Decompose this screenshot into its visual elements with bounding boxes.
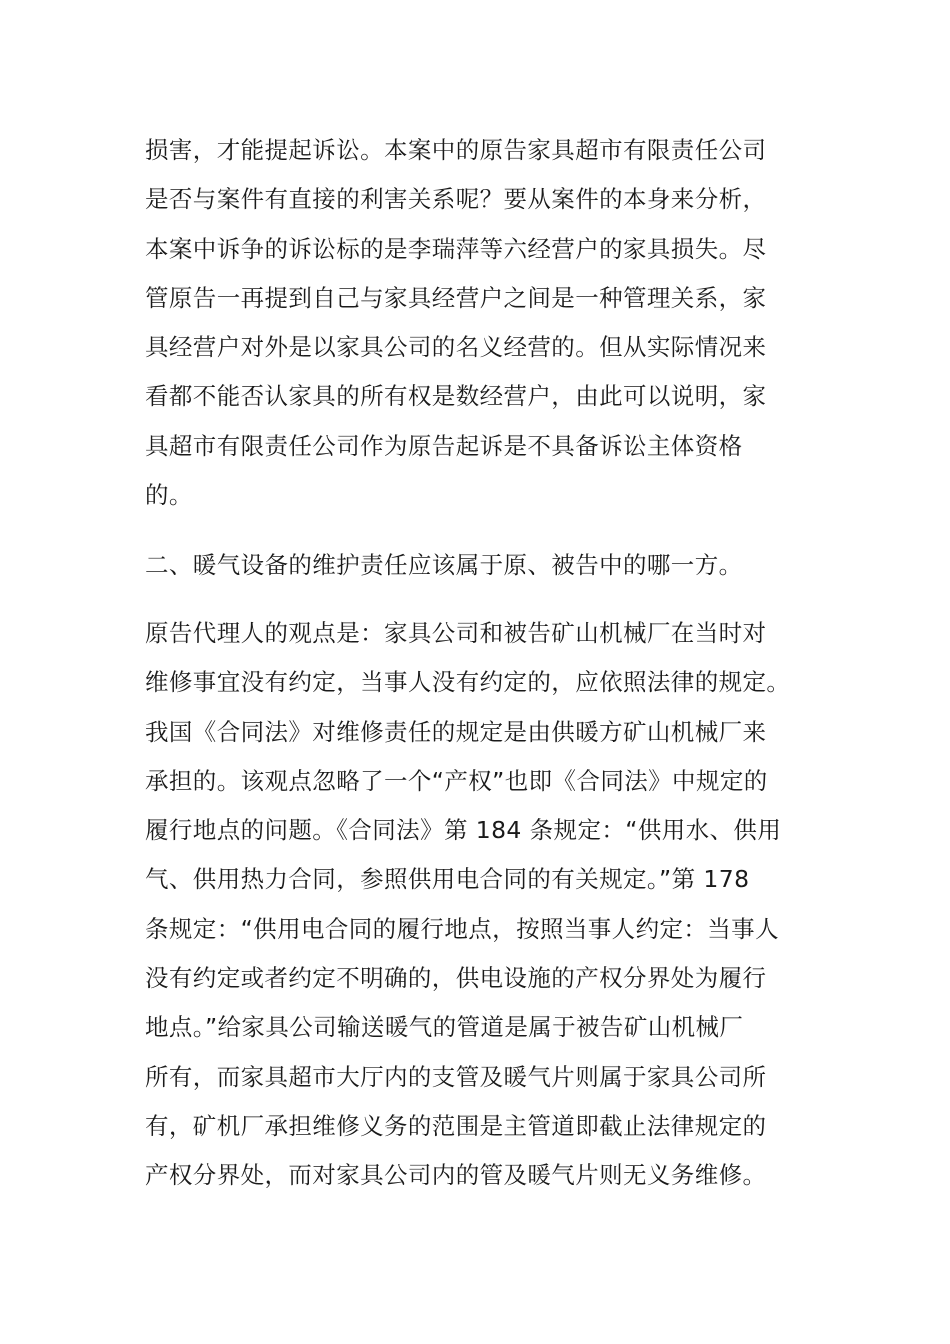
text-line: 条规定：“供用电合同的履行地点，按照当事人约定：当事人 — [145, 914, 779, 943]
paragraph-maintenance-analysis — [145, 609, 790, 1201]
text-line: 承担的。该观点忽略了一个“产权”也即《合同法》中规定的 — [145, 766, 768, 795]
text-line: 的。 — [145, 481, 193, 510]
text-line: 是否与案件有直接的利害关系呢？要从案件的本身来分析， — [145, 185, 767, 214]
text-line: 有，矿机厂承担维修义务的范围是主管道即截止法律规定的 — [145, 1111, 767, 1140]
text-line: 维修事宜没有约定，当事人没有约定的，应依照法律的规定。 — [145, 668, 791, 697]
text-line: 管原告一再提到自己与家具经营户之间是一种管理关系，家 — [145, 283, 767, 312]
text-line: 具经营户对外是以家具公司的名义经营的。但从实际情况来 — [145, 333, 767, 362]
heading-line: 二、暖气设备的维护责任应该属于原、被告中的哪一方。 — [145, 551, 743, 579]
text-line: 履行地点的问题。《合同法》第 184 条规定：“供用水、供用 — [145, 816, 782, 845]
text-line: 原告代理人的观点是：家具公司和被告矿山机械厂在当时对 — [145, 619, 767, 647]
text-line: 所有，而家具超市大厅内的支管及暖气片则属于家具公司所 — [145, 1062, 767, 1091]
text-line: 我国《合同法》对维修责任的规定是由供暖方矿山机械厂来 — [145, 717, 767, 746]
text-line: 气、供用热力合同，参照供用电合同的有关规定。”第 178 — [145, 865, 750, 894]
text-line: 本案中诉争的诉讼标的是李瑞萍等六经营户的家具损失。尽 — [145, 234, 767, 263]
text-line: 看都不能否认家具的所有权是数经营户，由此可以说明，家 — [145, 382, 767, 411]
text-line: 没有约定或者约定不明确的，供电设施的产权分界处为履行 — [145, 964, 767, 993]
paragraph-standing-analysis — [145, 126, 766, 520]
text-line: 地点。”给家具公司输送暖气的管道是属于被告矿山机械厂 — [145, 1013, 744, 1042]
text-line: 具超市有限责任公司作为原告起诉是不具备诉讼主体资格 — [145, 431, 743, 460]
text-line: 损害，才能提起诉讼。本案中的原告家具超市有限责任公司 — [145, 136, 767, 164]
section-heading — [145, 541, 743, 590]
text-line: 产权分界处，而对家具公司内的管及暖气片则无义务维修。 — [145, 1161, 767, 1190]
